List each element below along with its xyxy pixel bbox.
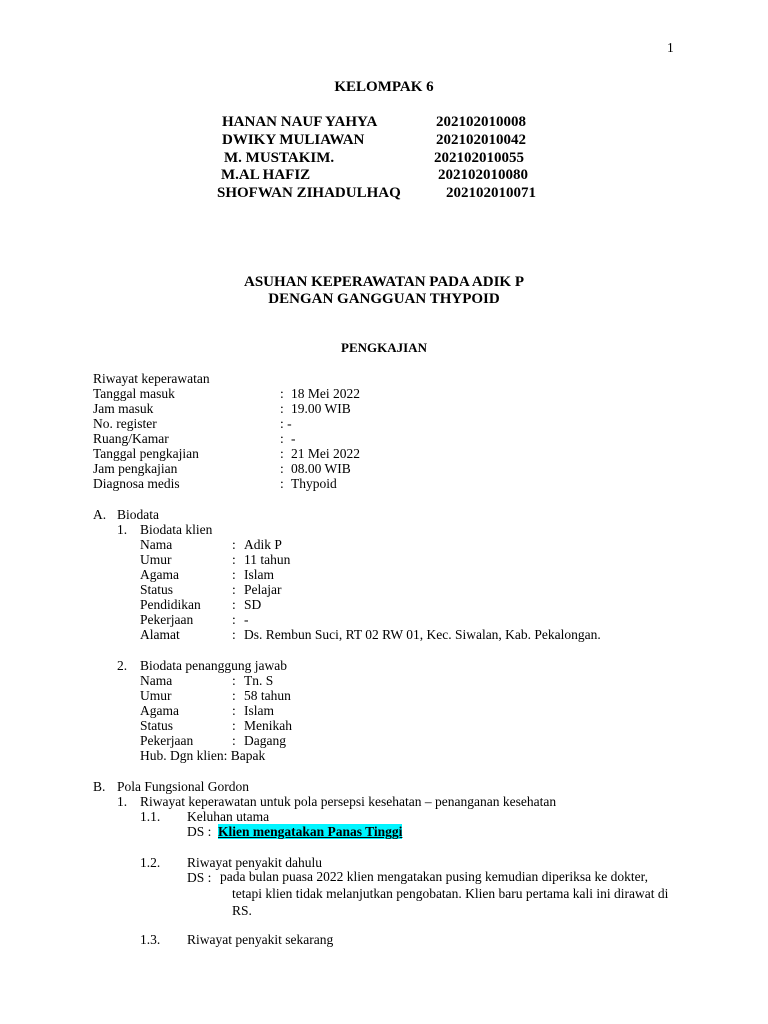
- s13-heading: Riwayat penyakit sekarang: [187, 932, 334, 947]
- penanggung-label: Status: [140, 718, 174, 733]
- klien-label: Nama: [140, 537, 173, 552]
- section-a-heading: Biodata: [117, 507, 159, 522]
- biodata-klien-marker: 1.: [117, 522, 128, 537]
- member-name: M. MUSTAKIM.: [224, 150, 335, 166]
- s11-marker: 1.1.: [140, 809, 161, 824]
- s12-marker: 1.2.: [140, 855, 161, 870]
- riwayat-sep: :: [280, 431, 284, 446]
- section-title: PENGKAJIAN: [341, 340, 427, 355]
- riwayat-sep: :: [280, 401, 284, 416]
- klien-label: Pendidikan: [140, 597, 201, 612]
- klien-sep: :: [232, 597, 236, 612]
- penanggung-value: Menikah: [244, 718, 292, 733]
- klien-value: Ds. Rembun Suci, RT 02 RW 01, Kec. Siwalan, Kab. Pekalongan.: [244, 627, 601, 642]
- klien-sep: :: [232, 552, 236, 567]
- section-b-marker: B.: [93, 779, 106, 794]
- riwayat-value: 18 Mei 2022: [291, 386, 360, 401]
- riwayat-label: Tanggal pengkajian: [93, 446, 199, 461]
- klien-value: SD: [244, 597, 262, 612]
- klien-sep: :: [232, 537, 236, 552]
- member-nim: 202102010042: [436, 132, 526, 148]
- riwayat-label: Tanggal masuk: [93, 386, 175, 401]
- riwayat-label: Jam pengkajian: [93, 461, 178, 476]
- klien-sep: :: [232, 627, 236, 642]
- riwayat-value: 21 Mei 2022: [291, 446, 360, 461]
- member-nim: 202102010071: [446, 185, 536, 201]
- section-a-marker: A.: [93, 507, 107, 522]
- section-b-heading: Pola Fungsional Gordon: [117, 779, 250, 794]
- klien-value: Adik P: [244, 537, 282, 552]
- s12-ds-label: DS :: [187, 870, 212, 885]
- item1-text: Riwayat keperawatan untuk pola persepsi kesehatan – penanganan kesehatan: [140, 794, 557, 809]
- s12-heading: Riwayat penyakit dahulu: [187, 855, 322, 870]
- klien-value: Pelajar: [244, 582, 282, 597]
- biodata-penanggung-marker: 2.: [117, 658, 128, 673]
- klien-label: Agama: [140, 567, 179, 582]
- riwayat-sep: :: [280, 476, 284, 491]
- riwayat-value: 08.00 WIB: [291, 461, 351, 476]
- penanggung-label: Umur: [140, 688, 172, 703]
- klien-label: Pekerjaan: [140, 612, 194, 627]
- s11-ds-label: DS :: [187, 824, 212, 839]
- penanggung-hub: Hub. Dgn klien: Bapak: [140, 748, 266, 763]
- document-title-line1: ASUHAN KEPERAWATAN PADA ADIK P: [243, 274, 525, 290]
- member-nim: 202102010080: [438, 167, 528, 183]
- member-name: HANAN NAUF YAHYA: [222, 114, 378, 130]
- riwayat-label: Ruang/Kamar: [93, 431, 169, 446]
- riwayat-sep: :: [280, 386, 284, 401]
- klien-sep: :: [232, 567, 236, 582]
- penanggung-label: Nama: [140, 673, 173, 688]
- penanggung-sep: :: [232, 733, 236, 748]
- penanggung-sep: :: [232, 703, 236, 718]
- penanggung-value: Islam: [244, 703, 274, 718]
- riwayat-label: No. register: [93, 416, 157, 431]
- klien-sep: :: [232, 612, 236, 627]
- riwayat-label: Diagnosa medis: [93, 476, 180, 491]
- member-name: M.AL HAFIZ: [221, 167, 311, 183]
- klien-value: -: [244, 612, 249, 627]
- riwayat-value: Thypoid: [291, 476, 337, 491]
- riwayat-label: Jam masuk: [93, 401, 154, 416]
- penanggung-label: Agama: [140, 703, 179, 718]
- item1-marker: 1.: [117, 794, 128, 809]
- riwayat-value: 19.00 WIB: [291, 401, 351, 416]
- group-title: KELOMPAK 6: [334, 79, 434, 95]
- s11-heading: Keluhan utama: [187, 809, 270, 824]
- penanggung-value: 58 tahun: [244, 688, 291, 703]
- penanggung-value: Tn. S: [244, 673, 274, 688]
- riwayat-heading: Riwayat keperawatan: [93, 371, 210, 386]
- member-name: DWIKY MULIAWAN: [222, 132, 365, 148]
- biodata-penanggung-heading: Biodata penanggung jawab: [140, 658, 287, 673]
- riwayat-sep: :: [280, 446, 284, 461]
- riwayat-sep: :: [280, 461, 284, 476]
- member-name: SHOFWAN ZIHADULHAQ: [217, 185, 401, 201]
- s13-marker: 1.3.: [140, 932, 161, 947]
- klien-label: Alamat: [140, 627, 180, 642]
- riwayat-value: -: [291, 431, 296, 446]
- klien-sep: :: [232, 582, 236, 597]
- penanggung-sep: :: [232, 718, 236, 733]
- riwayat-sep: : -: [280, 416, 292, 431]
- klien-value: Islam: [244, 567, 274, 582]
- member-nim: 202102010055: [434, 150, 524, 166]
- penanggung-sep: :: [232, 688, 236, 703]
- document-title-line2: DENGAN GANGGUAN THYPOID: [268, 291, 500, 307]
- klien-label: Umur: [140, 552, 172, 567]
- penanggung-label: Pekerjaan: [140, 733, 194, 748]
- biodata-klien-heading: Biodata klien: [140, 522, 213, 537]
- s12-ds-text: pada bulan puasa 2022 klien mengatakan pusing kemudian diperiksa ke dokter, tetapi klien tidak melanjutkan pengobatan. Klien baru pertama kali ini dirawat di RS.: [220, 869, 669, 918]
- member-nim: 202102010008: [436, 114, 526, 130]
- klien-label: Status: [140, 582, 174, 597]
- s11-ds-value: Klien mengatakan Panas Tinggi: [218, 824, 403, 839]
- penanggung-sep: :: [232, 673, 236, 688]
- klien-value: 11 tahun: [244, 552, 291, 567]
- penanggung-value: Dagang: [244, 733, 286, 748]
- page-number: 1: [667, 40, 674, 55]
